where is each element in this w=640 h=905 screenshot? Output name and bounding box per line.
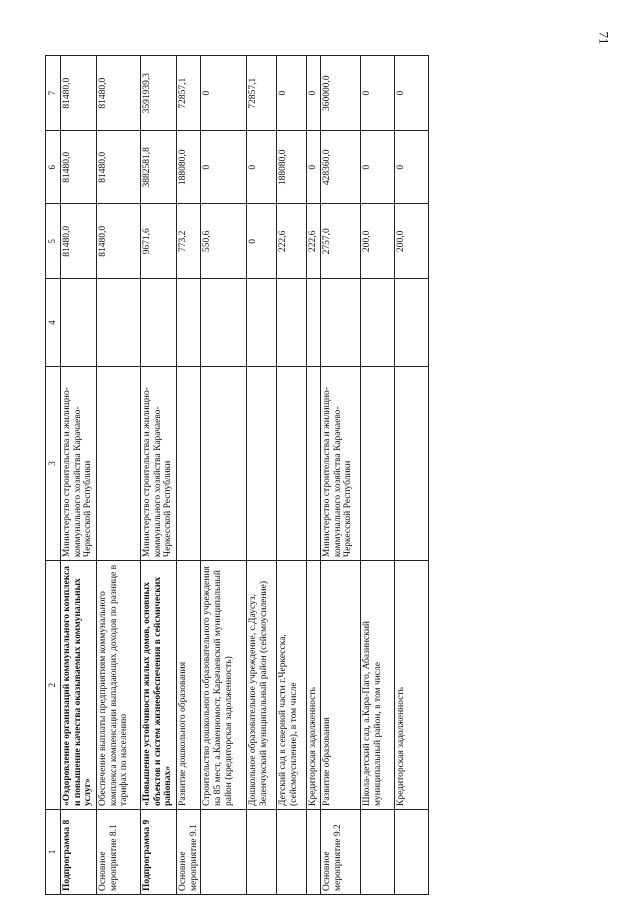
- cell-col-4: [394, 279, 428, 366]
- cell-col-7: 81480,0: [61, 56, 97, 131]
- cell-col-5: 2757,0: [320, 204, 360, 279]
- cell-col-5: 550,6: [201, 204, 247, 279]
- table-row: [61, 56, 97, 895]
- program-table: [45, 55, 429, 895]
- cell-col-7: 0: [201, 56, 247, 131]
- header-col-2: 2: [46, 561, 61, 810]
- cell-col-5: 200,0: [360, 204, 394, 279]
- cell-col-4: [247, 279, 277, 366]
- cell-col-1: Подпрограмма 8: [61, 810, 97, 895]
- cell-col-1: Основное мероприятие 8.1: [97, 810, 141, 895]
- cell-col-3: [277, 366, 307, 560]
- cell-col-1: [201, 810, 247, 895]
- table-row: [141, 56, 177, 895]
- cell-col-5: 222,6: [277, 204, 307, 279]
- table-row: [201, 56, 247, 895]
- table-body: [61, 56, 429, 895]
- cell-col-1: [247, 810, 277, 895]
- table-row: [360, 56, 394, 895]
- cell-col-5: 81480,0: [97, 204, 141, 279]
- table-row: [247, 56, 277, 895]
- cell-col-2: Кредиторская задолженность: [307, 561, 321, 810]
- cell-col-1: Основное мероприятие 9.2: [320, 810, 360, 895]
- cell-col-6: 0: [394, 131, 428, 204]
- cell-col-7: 0: [277, 56, 307, 131]
- cell-col-6: 0: [247, 131, 277, 204]
- cell-col-7: 3591939,3: [141, 56, 177, 131]
- cell-col-6: 428360,0: [320, 131, 360, 204]
- table-row: [277, 56, 307, 895]
- cell-col-7: 72857,1: [247, 56, 277, 131]
- cell-col-3: [201, 366, 247, 560]
- cell-col-5: 81480,0: [61, 204, 97, 279]
- cell-col-6: 188080,0: [277, 131, 307, 204]
- table-row: [320, 56, 360, 895]
- cell-col-4: [320, 279, 360, 366]
- cell-col-7: 360000,0: [320, 56, 360, 131]
- table-row: [394, 56, 428, 895]
- cell-col-1: [277, 810, 307, 895]
- cell-col-2: Развитие дошкольного образования: [177, 561, 201, 810]
- cell-col-3: [97, 366, 141, 560]
- cell-col-4: [360, 279, 394, 366]
- cell-col-4: [141, 279, 177, 366]
- cell-col-4: [277, 279, 307, 366]
- cell-col-2: Дошкольное образовательное учреждение, с.Даусуз, Зеленчукский муниципальный район (сейсмоусиление): [247, 561, 277, 810]
- header-col-4: 4: [46, 279, 61, 366]
- cell-col-2: Обеспечение выплаты предприятиям коммунального комплекса компенсации выпадающих доходов по разнице в тарифах по населению: [97, 561, 141, 810]
- cell-col-7: 0: [394, 56, 428, 131]
- header-col-6: 6: [46, 131, 61, 204]
- cell-col-1: [307, 810, 321, 895]
- cell-col-3: Министерство строительства и жилищно-коммунального хозяйства Карачаево-Черкесской Республики: [320, 366, 360, 560]
- cell-col-2: Развитие образования: [320, 561, 360, 810]
- cell-col-5: 200,0: [394, 204, 428, 279]
- cell-col-5: 9671,6: [141, 204, 177, 279]
- cell-col-6: 0: [201, 131, 247, 204]
- cell-col-7: 0: [360, 56, 394, 131]
- cell-col-2: Детский сад в северной части г.Черкесска, (сейсмоусиление), в том числе: [277, 561, 307, 810]
- cell-col-1: [394, 810, 428, 895]
- cell-col-3: Министерство строительства и жилищно-коммунального хозяйства Карачаево-Черкесской Республики: [61, 366, 97, 560]
- cell-col-3: [177, 366, 201, 560]
- cell-col-1: [360, 810, 394, 895]
- page-number: 71: [596, 31, 612, 45]
- cell-col-3: [307, 366, 321, 560]
- header-col-3: 3: [46, 366, 61, 560]
- cell-col-1: Подпрограмма 9: [141, 810, 177, 895]
- cell-col-6: 3882581,8: [141, 131, 177, 204]
- table-row: [97, 56, 141, 895]
- cell-col-6: 0: [360, 131, 394, 204]
- cell-col-2: Школа-детский сад, а.Кара-Паго, Абазинский муниципальный район, в том числе: [360, 561, 394, 810]
- header-col-5: 5: [46, 204, 61, 279]
- cell-col-3: [247, 366, 277, 560]
- cell-col-6: 81480,0: [97, 131, 141, 204]
- cell-col-6: 81480,0: [61, 131, 97, 204]
- cell-col-6: 188080,0: [177, 131, 201, 204]
- cell-col-7: 72857,1: [177, 56, 201, 131]
- cell-col-6: 0: [307, 131, 321, 204]
- header-col-7: 7: [46, 56, 61, 131]
- table-row: [307, 56, 321, 895]
- cell-col-2: «Повышение устойчивости жилых домов, основных объектов и систем жизнеобеспечения в сейсмических районах»: [141, 561, 177, 810]
- cell-col-3: [360, 366, 394, 560]
- cell-col-7: 81480,0: [97, 56, 141, 131]
- rotated-page: [45, 55, 610, 895]
- cell-col-7: 0: [307, 56, 321, 131]
- cell-col-1: Основное мероприятие 9.1: [177, 810, 201, 895]
- cell-col-2: Кредиторская задолженность: [394, 561, 428, 810]
- cell-col-4: [201, 279, 247, 366]
- header-row: [46, 56, 61, 895]
- cell-col-4: [307, 279, 321, 366]
- cell-col-4: [97, 279, 141, 366]
- table-row: [177, 56, 201, 895]
- cell-col-4: [61, 279, 97, 366]
- cell-col-4: [177, 279, 201, 366]
- cell-col-5: 0: [247, 204, 277, 279]
- cell-col-3: Министерство строительства и жилищно-коммунального хозяйства Карачаево-Черкесской Республики: [141, 366, 177, 560]
- cell-col-2: Строительство дошкольного образовательного учреждения на 85 мест, а.Каменномост, Карачаевский муниципальный район (кредиторская задолженность): [201, 561, 247, 810]
- cell-col-5: 773,2: [177, 204, 201, 279]
- header-col-1: 1: [46, 810, 61, 895]
- cell-col-5: 222,6: [307, 204, 321, 279]
- cell-col-3: [394, 366, 428, 560]
- cell-col-2: «Оздоровление организаций коммунального комплекса и повышение качества оказываемых коммунальных услуг»: [61, 561, 97, 810]
